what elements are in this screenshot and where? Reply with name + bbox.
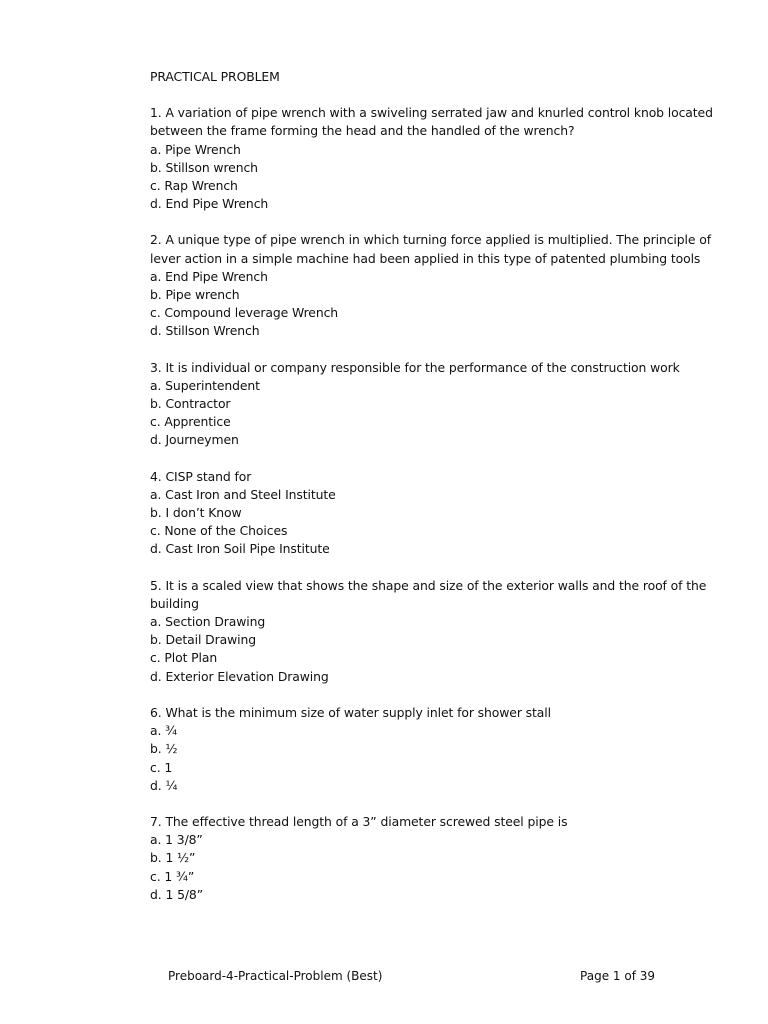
option-d: d. Cast Iron Soil Pipe Institute (150, 541, 330, 557)
question-text: 2. A unique type of pipe wrench in which turning force applied is multiplied. The principle of lever action in a simple machine had been applied in this type of patented plumbing tools (150, 232, 711, 266)
option-c: c. None of the Choices (150, 523, 288, 539)
option-c: c. Rap Wrench (150, 178, 238, 194)
option-d: d. Journeymen (150, 432, 239, 448)
option-b: b. ½ (150, 741, 178, 757)
question-5 (150, 577, 730, 686)
footer-document-name: Preboard-4-Practical-Problem (Best) (168, 969, 383, 983)
option-d: d. 1 5/8” (150, 886, 204, 902)
question-text: 6. What is the minimum size of water supply inlet for shower stall (150, 704, 551, 720)
option-d: d. End Pipe Wrench (150, 196, 269, 212)
option-a: a. Pipe Wrench (150, 141, 241, 157)
option-a: a. ¾ (150, 723, 178, 739)
option-c: c. Compound leverage Wrench (150, 305, 339, 321)
option-a: a. 1 3/8” (150, 832, 203, 848)
question-2 (150, 231, 730, 340)
option-b: b. Stillson wrench (150, 159, 258, 175)
question-4 (150, 468, 730, 559)
option-b: b. Pipe wrench (150, 287, 240, 303)
option-c: c. Plot Plan (150, 650, 218, 666)
option-b: b. I don’t Know (150, 505, 242, 521)
question-text: 4. CISP stand for (150, 468, 252, 484)
option-b: b. Contractor (150, 396, 231, 412)
question-text: 3. It is individual or company responsible for the performance of the construction work (150, 359, 680, 375)
option-a: a. End Pipe Wrench (150, 268, 268, 284)
option-d: d. Exterior Elevation Drawing (150, 668, 329, 684)
question-1 (150, 104, 730, 213)
question-text: 7. The effective thread length of a 3” diameter screwed steel pipe is (150, 813, 568, 829)
option-c: c. 1 ¾” (150, 868, 195, 884)
question-text: 5. It is a scaled view that shows the shape and size of the exterior walls and the roof of the building (150, 577, 707, 611)
option-d: d. ¼ (150, 777, 178, 793)
option-d: d. Stillson Wrench (150, 323, 260, 339)
document-title: PRACTICAL PROBLEM (150, 69, 280, 84)
question-6 (150, 704, 730, 795)
footer-page-number: Page 1 of 39 (580, 969, 655, 983)
option-b: b. Detail Drawing (150, 632, 257, 648)
option-c: c. 1 (150, 759, 173, 775)
option-a: a. Superintendent (150, 377, 260, 393)
option-c: c. Apprentice (150, 414, 231, 430)
question-3 (150, 359, 730, 450)
question-text: 1. A variation of pipe wrench with a swiveling serrated jaw and knurled control knob located between the frame forming the head and the handled of the wrench? (150, 105, 713, 139)
option-a: a. Cast Iron and Steel Institute (150, 486, 336, 502)
option-a: a. Section Drawing (150, 614, 266, 630)
option-b: b. 1 ½” (150, 850, 196, 866)
question-7 (150, 813, 730, 904)
document-body (150, 68, 730, 922)
